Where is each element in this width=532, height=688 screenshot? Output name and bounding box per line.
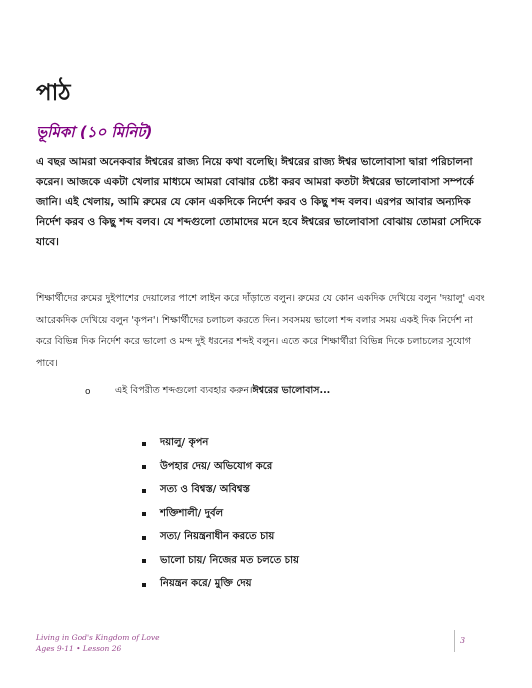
list-item-text: উপহার দেয়/ অভিযোগ করে	[160, 460, 273, 472]
list-item-text: সত্য/ নিয়ন্ত্রনাধীন করতে চায়	[160, 531, 275, 543]
sub-item-bold-text: ঈশ্বরের ভালোবাস...	[252, 385, 331, 396]
opposite-words-list	[142, 432, 299, 597]
sub-item-text: এই বিপরীত শব্দগুলো ব্যবহার করুন।	[115, 385, 253, 396]
footer-divider	[454, 630, 455, 652]
list-item-text: নিয়ন্ত্রন করে/ মুক্তি দেয়	[160, 578, 252, 590]
list-item-text: দয়ালু/ কৃপন	[160, 437, 209, 449]
sub-item	[85, 384, 485, 399]
sub-item-marker: o	[85, 386, 91, 397]
bullet-icon	[142, 559, 146, 563]
section-heading: ভূমিকা (১০ মিনিট)	[36, 123, 153, 141]
bullet-icon	[142, 536, 146, 540]
footer-lesson-info: Ages 9-11 • Lesson 26	[36, 644, 122, 653]
list-item-text: শক্তিশালী/ দুর্বল	[160, 507, 224, 519]
list-item	[142, 456, 299, 480]
intro-paragraph: এ বছর আমরা অনেকবার ঈশ্বরের রাজ্য নিয়ে কথা বলেছি। ঈশ্বরের রাজ্য ঈশ্বর ভালোবাসা দ্বারা পরিচালনা করেন। আজকে একটা খেলার মাধ্যমে আমরা বোঝার চেষ্টা করব আমরা কতটা ঈশ্বরের ভালোবাসা সম্পর্কে জানি। এই খেলায়, আমি রুমের যে কোন একদিকে নির্দেশ করব ও কিছু শব্দ বলব। এরপর আবার অন্যদিক নির্দেশ করব ও কিছু শব্দ বলব। যে শব্দগুলো তোমাদের মনে হবে ঈশ্বরের ভালোবাসা বোঝায় তোমরা সেদিকে যাবে।	[36, 156, 481, 248]
page-title: পাঠ	[36, 80, 71, 106]
bullet-icon	[142, 583, 146, 587]
list-item	[142, 479, 299, 503]
bullet-icon	[142, 465, 146, 469]
bullet-icon	[142, 442, 146, 446]
list-item-text: সত্য ও বিশ্বস্ত/ অবিশ্বস্ত	[160, 484, 250, 496]
bullet-icon	[142, 489, 146, 493]
list-item	[142, 550, 299, 574]
list-item	[142, 573, 299, 597]
list-item-text: ভালো চায়/ নিজের মত চলতে চায়	[160, 554, 299, 566]
list-item	[142, 526, 299, 550]
bullet-icon	[142, 512, 146, 516]
instructions-paragraph: শিক্ষার্থীদের রুমের দুইপাশের দেয়ালের পাশে লাইন করে দাঁড়াতে বলুন। রুমের যে কোন একদিক দেখিয়ে বলুন 'দয়ালু' এবং আরেকদিক দেখিয়ে বলুন 'কৃপন'। শিক্ষার্থীদের চলাচল করতে দিন। সবসময় ভালো শব্দ বলার সময় একই দিক নির্দেশ না করে বিভিন্ন দিক নির্দেশ করে ভালো ও মন্দ দুই ধরনের শব্দই বলুন। এতে করে শিক্ষার্থীরা বিভিন্ন দিকে চলাচলের সুযোগ পাবে।	[36, 293, 485, 369]
page-number: 3	[460, 636, 466, 645]
footer	[36, 632, 160, 654]
footer-series-title: Living in God's Kingdom of Love	[36, 633, 160, 642]
list-item	[142, 432, 299, 456]
list-item	[142, 503, 299, 527]
